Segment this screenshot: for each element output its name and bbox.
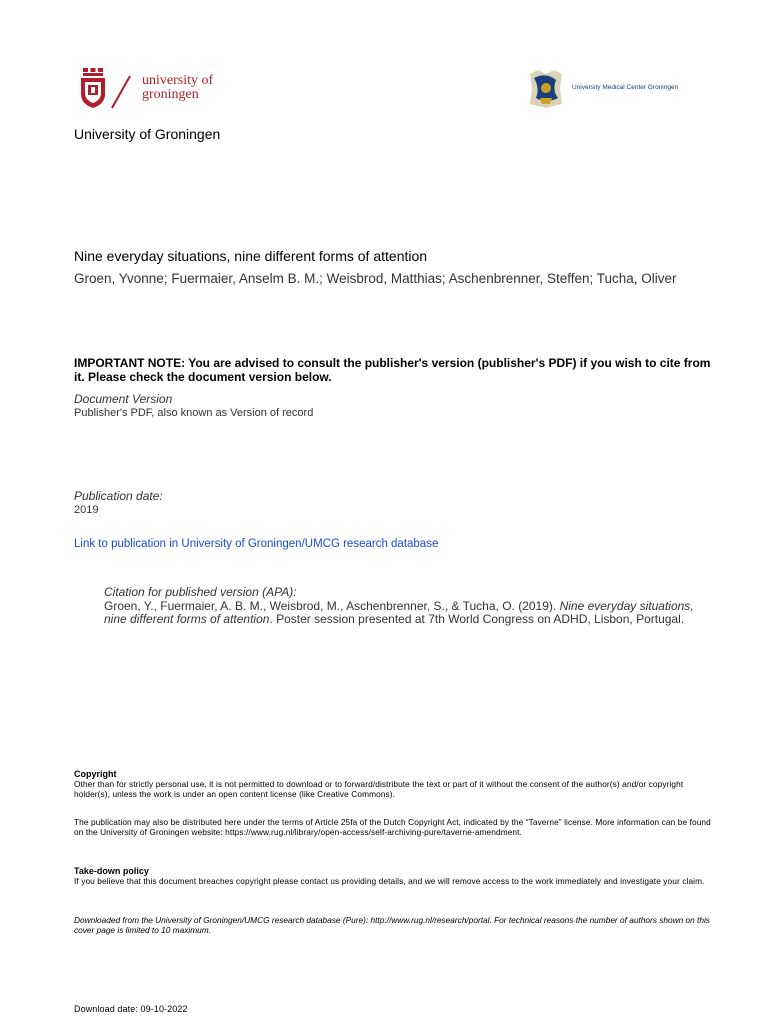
publication-date-value: 2019 xyxy=(74,504,99,516)
publication-date xyxy=(74,489,163,516)
copyright-text: Other than for strictly personal use, it is not permitted to download or to forward/distribute the text or part of it without the consent of the author(s) and/or copyright holder(s), unless the work is under an open content license (like Creative Commons). xyxy=(74,779,684,799)
umcg-name: University Medical Center Groningen xyxy=(572,84,679,91)
takedown-heading: Take-down policy xyxy=(74,866,149,876)
publication-date-label: Publication date: xyxy=(74,489,163,503)
citation-text xyxy=(104,600,714,627)
citation-label: Citation for published version (APA): xyxy=(104,585,297,599)
crest-icon xyxy=(80,68,106,108)
citation-venue: . Poster session presented at 7th World Congress on ADHD, Lisbon, Portugal. xyxy=(269,612,685,626)
document-version-value: Publisher's PDF, also known as Version of record xyxy=(74,407,314,419)
research-database-link[interactable]: Link to publication in University of Groningen/UMCG research database xyxy=(74,538,439,550)
takedown-section xyxy=(74,866,724,886)
citation-authors: Groen, Y., Fuermaier, A. B. M., Weisbrod, M., Aschenbrenner, S., & Tucha, O. (2019). xyxy=(104,598,560,613)
document-version xyxy=(74,392,313,419)
copyright-section xyxy=(74,769,714,799)
citation-title: Nine everyday situations, nine different forms of attention xyxy=(104,598,694,626)
taverne-notice: The publication may also be distributed here under the terms of Article 25fa of the Dutch Copyright Act, indicated by the “Taverne” license. More information can be found on the University of Groningen website: https://www.rug.nl/library/open-access/self-archiving-pure/taverne-amendment. xyxy=(74,817,711,837)
important-note: IMPORTANT NOTE: You are advised to consult the publisher's version (publisher's PDF) if you wish to cite from it. Please check the document version below. xyxy=(74,356,711,384)
logo-line-1: university of xyxy=(142,73,214,88)
download-date: Download date: 09-10-2022 xyxy=(74,1004,188,1014)
umcg-logo xyxy=(526,68,706,110)
institution-name: University of Groningen xyxy=(74,126,221,142)
authors: Groen, Yvonne; Fuermaier, Anselm B. M.; Weisbrod, Matthias; Aschenbrenner, Steffen; Tucha, Oliver xyxy=(74,271,677,286)
takedown-text: If you believe that this document breaches copyright please contact us providing details, and we will remove access to the work immediately and investigate your claim. xyxy=(74,876,705,886)
umcg-emblem-icon xyxy=(526,68,566,110)
university-logo xyxy=(78,66,228,110)
divider-slash-icon xyxy=(110,74,132,110)
copyright-heading: Copyright xyxy=(74,769,117,779)
citation-block xyxy=(104,586,714,627)
publication-title: Nine everyday situations, nine different forms of attention xyxy=(74,248,428,264)
document-version-label: Document Version xyxy=(74,392,173,406)
logo-line-2: groningen xyxy=(142,87,199,102)
downloaded-from: Downloaded from the University of Groningen/UMCG research database (Pure): http://www.rug.nl/research/portal. For technical reasons the number of authors shown on this cover page is limited to 10 maximum. xyxy=(74,915,710,935)
